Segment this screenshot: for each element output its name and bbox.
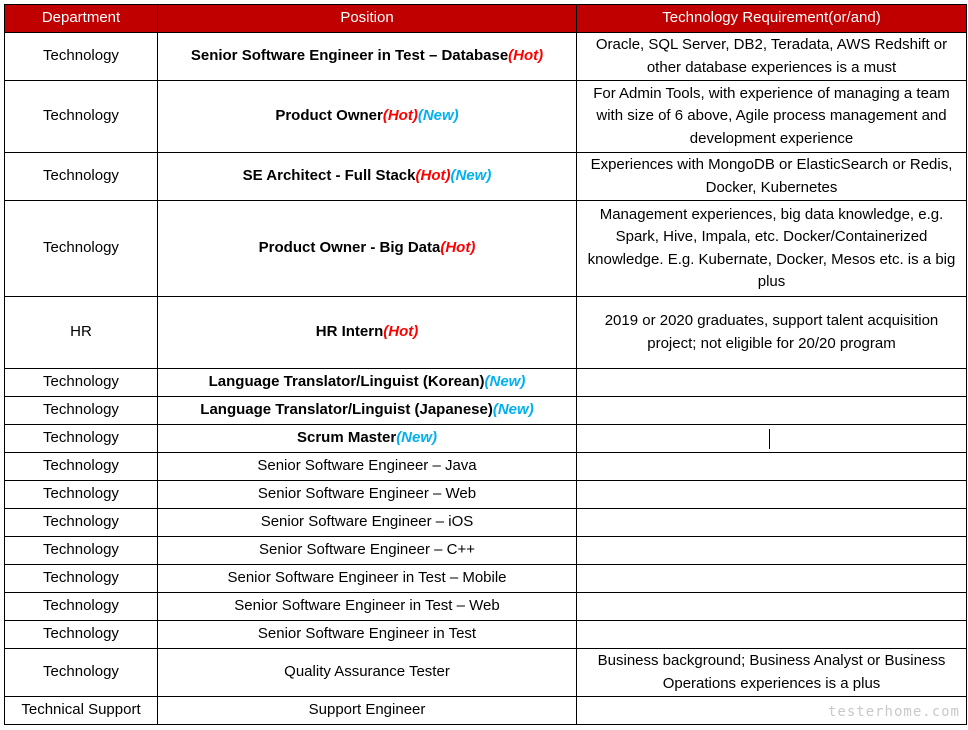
new-tag: (New) <box>450 167 492 185</box>
position-cell <box>158 593 577 621</box>
position-title: HR Intern <box>315 323 384 341</box>
table-row <box>5 697 967 725</box>
new-tag: (New) <box>396 429 438 447</box>
table-row <box>5 509 967 537</box>
department-cell: Technology <box>5 537 158 565</box>
position-title: Scrum Master <box>296 429 397 447</box>
position-cell <box>158 425 577 453</box>
table-row <box>5 201 967 297</box>
table-row <box>5 481 967 509</box>
position-title: Senior Software Engineer in Test – Database <box>190 47 509 65</box>
department-cell: Technology <box>5 153 158 201</box>
department-cell: Technical Support <box>5 697 158 725</box>
header-requirement: Technology Requirement(or/and) <box>577 5 967 33</box>
requirement-cell <box>577 621 967 649</box>
new-tag: (New) <box>417 107 459 125</box>
requirement-cell: Business background; Business Analyst or Business Operations experiences is a plus <box>577 649 967 697</box>
position-title: Senior Software Engineer – Java <box>257 457 477 475</box>
department-cell: Technology <box>5 201 158 297</box>
position-cell <box>158 565 577 593</box>
position-cell <box>158 649 577 697</box>
department-cell: Technology <box>5 565 158 593</box>
position-cell <box>158 81 577 153</box>
requirement-cell: 2019 or 2020 graduates, support talent acquisition project; not eligible for 20/20 program <box>577 297 967 369</box>
position-title: Senior Software Engineer in Test – Mobile <box>227 569 507 587</box>
department-cell: Technology <box>5 621 158 649</box>
requirement-cell <box>577 593 967 621</box>
table-row <box>5 33 967 81</box>
requirement-cell <box>577 509 967 537</box>
requirement-cell: Oracle, SQL Server, DB2, Teradata, AWS Redshift or other database experiences is a must <box>577 33 967 81</box>
table-row <box>5 649 967 697</box>
position-cell <box>158 621 577 649</box>
department-cell: Technology <box>5 81 158 153</box>
department-cell: Technology <box>5 397 158 425</box>
table-row <box>5 81 967 153</box>
department-cell: Technology <box>5 369 158 397</box>
requirement-cell <box>577 397 967 425</box>
position-cell <box>158 369 577 397</box>
position-title: Support Engineer <box>308 701 426 719</box>
department-cell: Technology <box>5 425 158 453</box>
text-cursor <box>769 429 770 449</box>
position-cell <box>158 153 577 201</box>
table-row <box>5 565 967 593</box>
job-table <box>4 4 967 725</box>
department-cell: Technology <box>5 649 158 697</box>
header-position: Position <box>158 5 577 33</box>
position-title: Senior Software Engineer in Test <box>257 625 477 643</box>
table-row <box>5 153 967 201</box>
requirement-cell: Management experiences, big data knowledge, e.g. Spark, Hive, Impala, etc. Docker/Containerized knowledge. E.g. Kubernate, Docker, Mesos etc. is a big plus <box>577 201 967 297</box>
position-title: SE Architect - Full Stack <box>242 167 416 185</box>
requirement-cell <box>577 537 967 565</box>
hot-tag: (Hot) <box>508 47 544 65</box>
position-title: Product Owner <box>275 107 383 125</box>
position-title: Senior Software Engineer in Test – Web <box>234 597 500 615</box>
position-title: Product Owner - Big Data <box>258 239 441 257</box>
position-cell <box>158 697 577 725</box>
table-row <box>5 593 967 621</box>
position-cell <box>158 509 577 537</box>
watermark: testerhome.com <box>827 704 960 720</box>
table-row <box>5 369 967 397</box>
position-title: Senior Software Engineer – iOS <box>260 513 474 531</box>
requirement-cell <box>577 453 967 481</box>
table-body <box>5 33 967 725</box>
hot-tag: (Hot) <box>415 167 451 185</box>
position-title: Quality Assurance Tester <box>284 663 450 681</box>
position-cell <box>158 481 577 509</box>
position-cell <box>158 453 577 481</box>
hot-tag: (Hot) <box>382 107 418 125</box>
position-title: Language Translator/Linguist (Japanese) <box>200 401 493 419</box>
new-tag: (New) <box>484 373 526 391</box>
position-cell <box>158 537 577 565</box>
table-row <box>5 621 967 649</box>
position-title: Senior Software Engineer – C++ <box>259 541 475 559</box>
position-cell <box>158 397 577 425</box>
position-title: Senior Software Engineer – Web <box>257 485 477 503</box>
table-row <box>5 297 967 369</box>
table-row <box>5 453 967 481</box>
header-department: Department <box>5 5 158 33</box>
requirement-cell <box>577 481 967 509</box>
requirement-cell <box>577 565 967 593</box>
requirement-cell: For Admin Tools, with experience of managing a team with size of 6 above, Agile process management and development experience <box>577 81 967 153</box>
department-cell: Technology <box>5 481 158 509</box>
requirement-cell <box>577 425 967 453</box>
department-cell: Technology <box>5 33 158 81</box>
department-cell: Technology <box>5 593 158 621</box>
department-cell: HR <box>5 297 158 369</box>
department-cell: Technology <box>5 509 158 537</box>
new-tag: (New) <box>492 401 534 419</box>
table-row <box>5 537 967 565</box>
department-cell: Technology <box>5 453 158 481</box>
header-row <box>5 5 967 33</box>
requirement-cell <box>577 369 967 397</box>
requirement-cell: Experiences with MongoDB or ElasticSearch or Redis, Docker, Kubernetes <box>577 153 967 201</box>
position-title: Language Translator/Linguist (Korean) <box>208 373 485 391</box>
table-row <box>5 425 967 453</box>
position-cell <box>158 201 577 297</box>
table-row <box>5 397 967 425</box>
position-cell <box>158 33 577 81</box>
position-cell <box>158 297 577 369</box>
hot-tag: (Hot) <box>440 239 476 257</box>
hot-tag: (Hot) <box>383 323 419 341</box>
